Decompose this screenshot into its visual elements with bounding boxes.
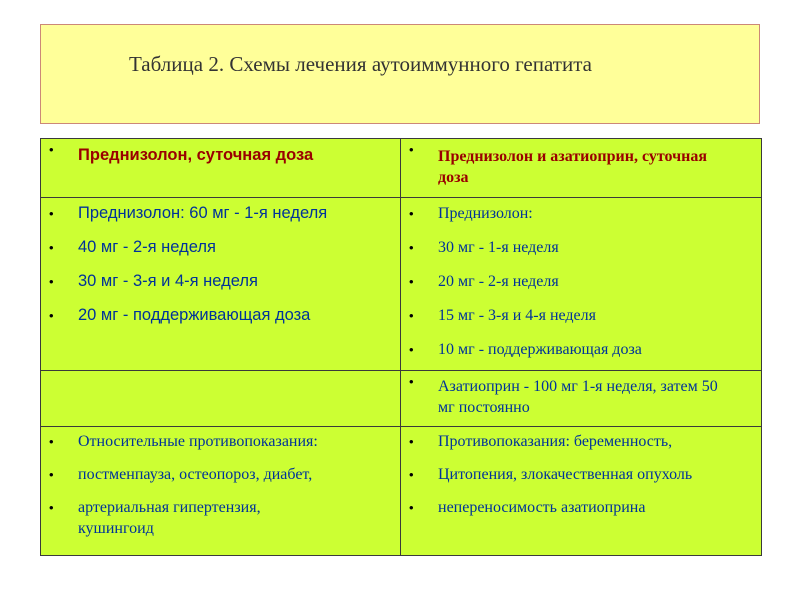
bullet: • bbox=[409, 434, 414, 449]
cell-prednisolone-header bbox=[41, 139, 401, 198]
list-item: • 30 мг - 3-я и 4-я неделя bbox=[49, 272, 258, 290]
bullet: • bbox=[49, 500, 54, 515]
bullet: • bbox=[49, 206, 54, 221]
list-item: • 30 мг - 1-я неделя bbox=[409, 239, 559, 256]
bullet: • bbox=[409, 240, 414, 255]
title-box bbox=[40, 24, 760, 124]
header-right-text: Преднизолон и азатиоприн, суточная доза bbox=[438, 148, 707, 186]
header-left-text: Преднизолон, суточная доза bbox=[78, 146, 314, 164]
bullet: • bbox=[409, 206, 414, 221]
bullet: • bbox=[409, 374, 414, 389]
list-item: • Преднизолон: bbox=[409, 205, 533, 222]
list-item: • Азатиоприн - 100 мг 1-я неделя, затем 50 мг постоянно bbox=[401, 371, 761, 418]
slide-title: Таблица 2. Схемы лечения аутоиммунного гепатита bbox=[129, 52, 592, 76]
bullet: • bbox=[49, 142, 54, 157]
table-row-schedule bbox=[41, 198, 762, 371]
list-item: • 10 мг - поддерживающая доза bbox=[409, 341, 642, 358]
bullet: • bbox=[409, 142, 414, 157]
bullet: • bbox=[49, 240, 54, 255]
list-item: • 20 мг - поддерживающая доза bbox=[49, 306, 311, 324]
cell-contraindications bbox=[401, 427, 762, 556]
list-item: • 20 мг - 2-я неделя bbox=[409, 273, 559, 290]
list-item: • непереносимость азатиоприна bbox=[409, 499, 646, 516]
cell-prednisolone-schedule bbox=[41, 198, 401, 371]
bullet: • bbox=[409, 274, 414, 289]
list-item bbox=[401, 139, 761, 188]
list-item bbox=[41, 139, 400, 166]
bullet: • bbox=[49, 467, 54, 482]
list-item: • Противопоказания: беременность, bbox=[409, 433, 673, 450]
bullet: • bbox=[409, 467, 414, 482]
list-item: • Цитопения, злокачественная опухоль bbox=[409, 466, 693, 483]
list-item: • 40 мг - 2-я неделя bbox=[49, 238, 216, 256]
bullet: • bbox=[409, 308, 414, 323]
bullet: • bbox=[49, 274, 54, 289]
table-row-header bbox=[41, 139, 762, 198]
list-item: • артериальная гипертензия, кушингоид bbox=[49, 499, 261, 537]
bullet: • bbox=[409, 500, 414, 515]
cell-combo-schedule bbox=[401, 198, 762, 371]
cell-empty bbox=[41, 371, 401, 427]
table-row-contraindications bbox=[41, 427, 762, 556]
regimen-table bbox=[40, 138, 762, 556]
cell-azathioprine bbox=[401, 371, 762, 427]
list-item: • Преднизолон: 60 мг - 1-я неделя bbox=[49, 204, 328, 222]
list-item: • 15 мг - 3-я и 4-я неделя bbox=[409, 307, 596, 324]
cell-relative-contraindications bbox=[41, 427, 401, 556]
bullet: • bbox=[49, 308, 54, 323]
table-row-azathioprine bbox=[41, 371, 762, 427]
list-item: • постменпауза, остеопороз, диабет, bbox=[49, 466, 313, 483]
bullet: • bbox=[409, 342, 414, 357]
list-item: • Относительные противопоказания: bbox=[49, 433, 318, 450]
bullet: • bbox=[49, 434, 54, 449]
cell-combo-header bbox=[401, 139, 762, 198]
